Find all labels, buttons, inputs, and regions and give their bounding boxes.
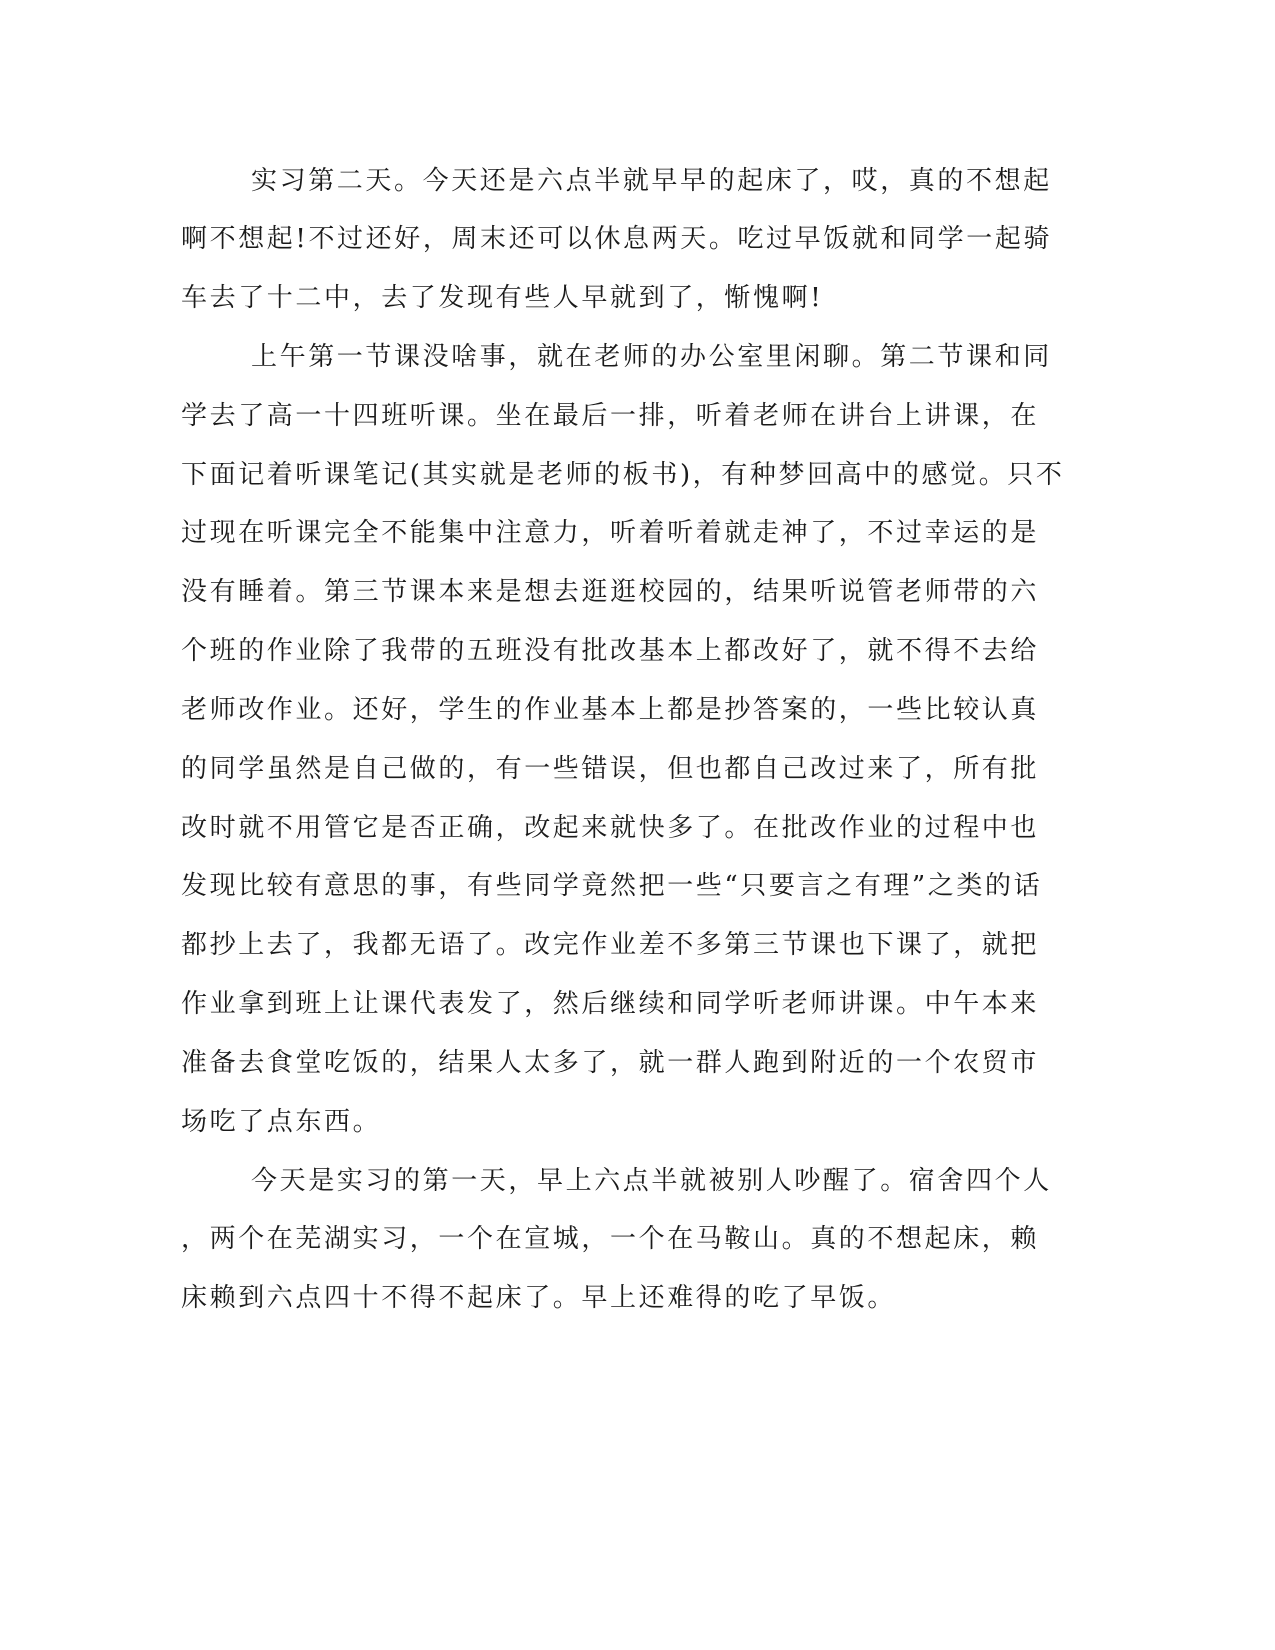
paragraph-2-line-1: 上午第一节课没啥事，就在老师的办公室里闲聊。第二节课和同: [251, 342, 1052, 372]
paragraph-2-line-8: 的同学虽然是自己做的，有一些错误，但也都自己改过来了，所有批: [181, 754, 1040, 784]
paragraph-3-line-2: ，两个在芜湖实习，一个在宣城，一个在马鞍山。真的不想起床，赖: [181, 1224, 1040, 1254]
paragraph-2-line-4: 过现在听课完全不能集中注意力，听着听着就走神了，不过幸运的是: [181, 518, 1040, 548]
paragraph-2-line-9: 改时就不用管它是否正确，改起来就快多了。在批改作业的过程中也: [181, 813, 1040, 843]
paragraph-2-line-13: 准备去食堂吃饭的，结果人太多了，就一群人跑到附近的一个农贸市: [181, 1048, 1040, 1078]
paragraph-1-line-1: 实习第二天。今天还是六点半就早早的起床了，哎，真的不想起: [251, 166, 1052, 196]
paragraph-3-line-3: 床赖到六点四十不得不起床了。早上还难得的吃了早饭。: [181, 1283, 897, 1313]
paragraph-2-line-12: 作业拿到班上让课代表发了，然后继续和同学听老师讲课。中午本来: [181, 989, 1040, 1019]
paragraph-2-line-7: 老师改作业。还好，学生的作业基本上都是抄答案的，一些比较认真: [181, 695, 1040, 725]
paragraph-1-line-2: 啊不想起!不过还好，周末还可以休息两天。吃过早饭就和同学一起骑: [181, 224, 1053, 254]
paragraph-1-line-3: 车去了十二中，去了发现有些人早就到了，惭愧啊!: [181, 283, 824, 313]
paragraph-2-line-11: 都抄上去了，我都无语了。改完作业差不多第三节课也下课了，就把: [181, 930, 1040, 960]
paragraph-3-line-1: 今天是实习的第一天，早上六点半就被别人吵醒了。宿舍四个人: [251, 1166, 1052, 1196]
paragraph-2-line-14: 场吃了点东西。: [181, 1107, 382, 1137]
paragraph-2-line-10: 发现比较有意思的事，有些同学竟然把一些“只要言之有理”之类的话: [181, 871, 1043, 901]
paragraph-2-line-5: 没有睡着。第三节课本来是想去逛逛校园的，结果听说管老师带的六: [181, 577, 1040, 607]
paragraph-2-line-2: 学去了高一十四班听课。坐在最后一排，听着老师在讲台上讲课，在: [181, 401, 1040, 431]
paragraph-2-line-6: 个班的作业除了我带的五班没有批改基本上都改好了，就不得不去给: [181, 636, 1040, 666]
paragraph-2-line-3: 下面记着听课笔记(其实就是老师的板书)，有种梦回高中的感觉。只不: [181, 460, 1065, 490]
